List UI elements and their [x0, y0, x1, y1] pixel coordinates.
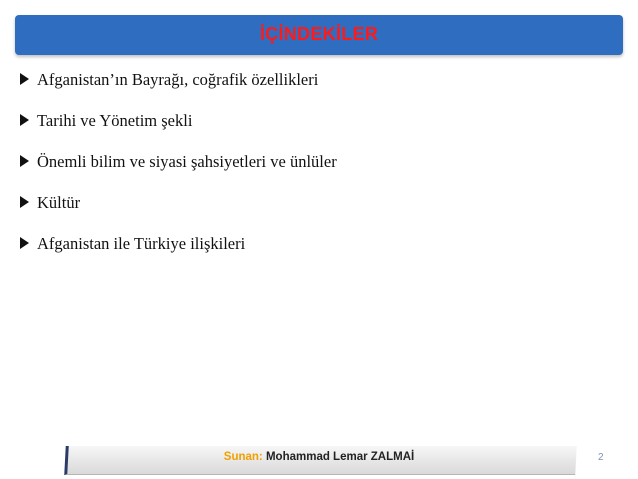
arrow-right-icon	[20, 196, 29, 208]
list-item-text: Önemli bilim ve siyasi şahsiyetleri ve ünlüler	[37, 152, 337, 171]
presenter-name: Mohammad Lemar ZALMAİ	[265, 451, 415, 463]
page-number: 2	[598, 452, 604, 463]
list-item	[20, 152, 337, 172]
arrow-right-icon	[20, 237, 29, 249]
list-item	[20, 234, 337, 254]
list-item-text: Kültür	[37, 193, 81, 212]
contents-list	[20, 70, 337, 254]
list-item	[20, 70, 337, 90]
page-title: İÇİNDEKİLER	[259, 24, 379, 44]
footer	[0, 451, 638, 463]
arrow-right-icon	[20, 155, 29, 167]
title-bar	[15, 15, 623, 55]
footer-label: Sunan:	[223, 451, 263, 463]
list-item-text: Afganistan ile Türkiye ilişkileri	[37, 234, 246, 253]
arrow-right-icon	[20, 73, 29, 85]
list-item	[20, 193, 337, 213]
list-item-text: Tarihi ve Yönetim şekli	[37, 111, 193, 130]
list-item-text: Afganistan’ın Bayrağı, coğrafik özellikleri	[37, 70, 319, 89]
list-item	[20, 111, 337, 131]
arrow-right-icon	[20, 114, 29, 126]
